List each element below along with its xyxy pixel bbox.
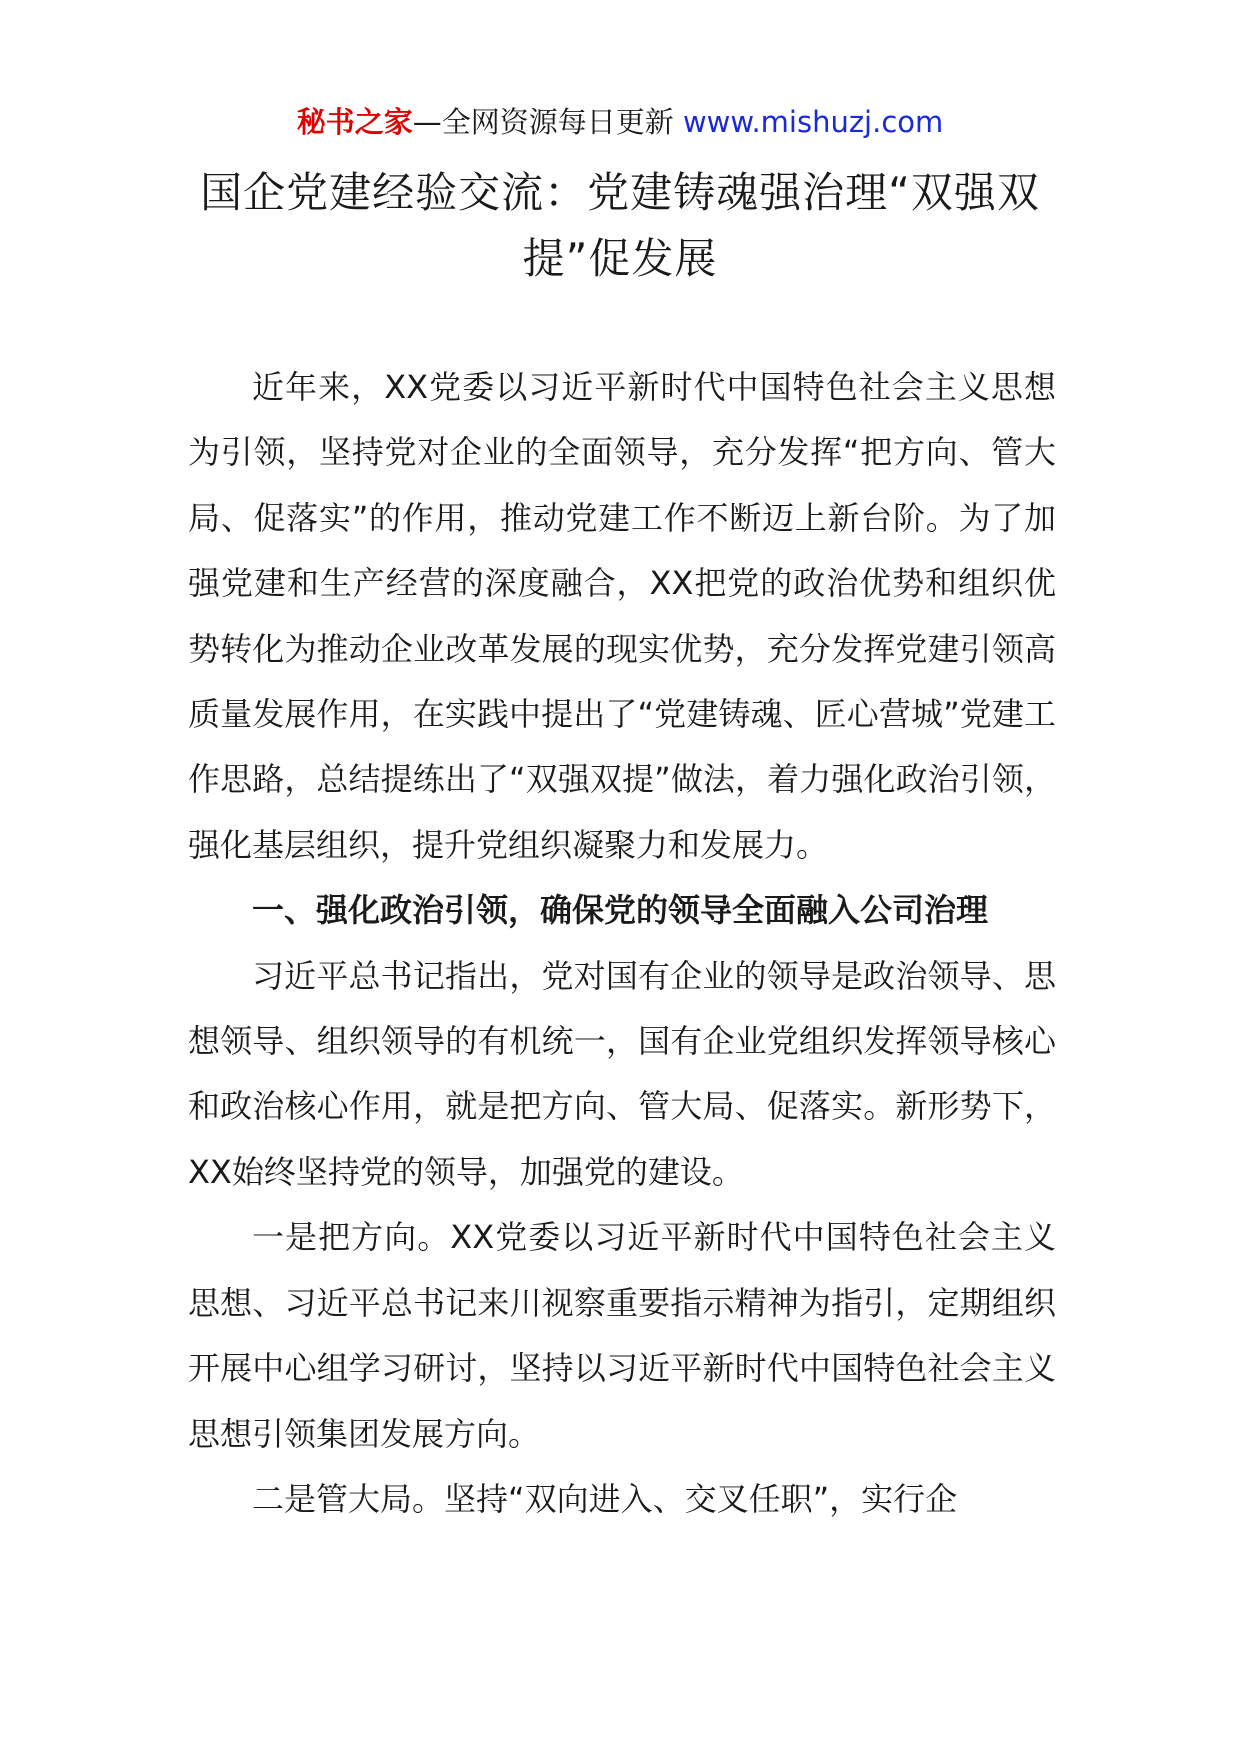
paragraph-point-2: 二是管大局。坚持“双向进入、交叉任职”，实行企 — [252, 1479, 958, 1518]
paragraph-section-1-intro: 习近平总书记指出，党对国有企业的领导是政治领导、思想领导、组织领导的有机统一，国有企业党组织发挥领导核心和政治核心作用，就是把方向、管大局、促落实。新形势下，XX始终坚持党的领导，加强党的建设。 — [188, 956, 1056, 1191]
paragraph-point-1: 一是把方向。XX党委以习近平新时代中国特色社会主义思想、习近平总书记来川视察重要指示精神为指引，定期组织开展中心组学习研讨，坚持以习近平新时代中国特色社会主义思想引领集团发展方向。 — [188, 1218, 1056, 1453]
section-heading-1: 一、强化政治引领，确保党的领导全面融入公司治理 — [252, 891, 989, 930]
document-title: 国企党建经验交流：党建铸魂强治理“双强双提”促发展 — [200, 168, 1040, 283]
document-body — [188, 355, 1056, 1532]
brand-name: 秘书之家 — [296, 105, 413, 139]
site-header — [0, 100, 1240, 144]
header-slogan: —全网资源每日更新 — [412, 105, 683, 139]
site-link[interactable]: www.mishuzj.com — [682, 105, 944, 139]
paragraph-intro: 近年来，XX党委以习近平新时代中国特色社会主义思想为引领，坚持党对企业的全面领导，充分发挥“把方向、管大局、促落实”的作用，推动党建工作不断迈上新台阶。为了加强党建和生产经营的深度融合，XX把党的政治优势和组织优势转化为推动企业改革发展的现实优势，充分发挥党建引领高质量发展作用，在实践中提出了“党建铸魂、匠心营城”党建工作思路，总结提练出了“双强双提”做法，着力强化政治引领，强化基层组织，提升党组织凝聚力和发展力。 — [188, 368, 1056, 864]
